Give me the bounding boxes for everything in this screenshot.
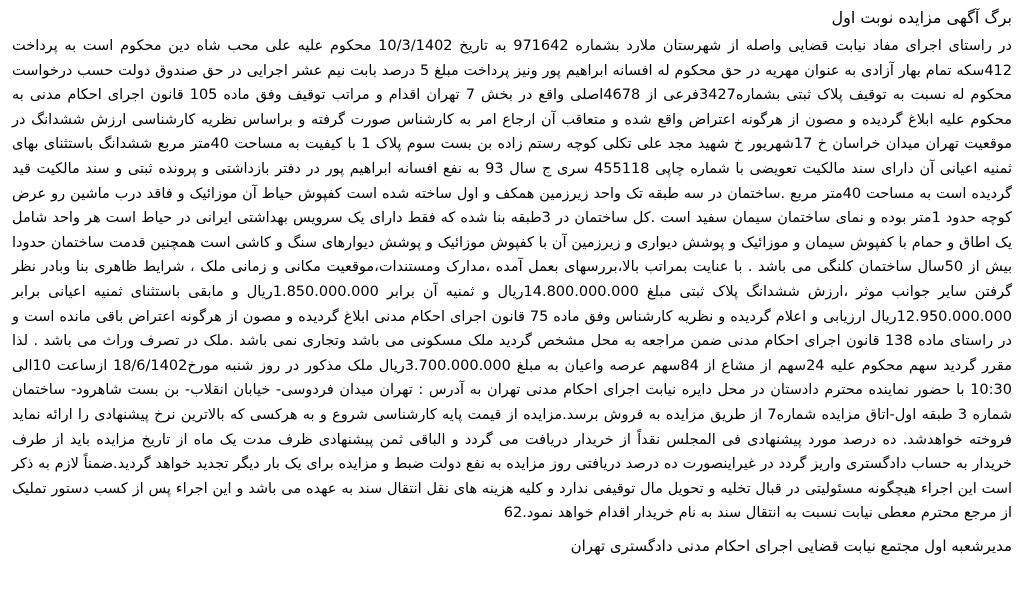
notice-title: برگ آگهی مزایده نوبت اول: [831, 8, 1012, 27]
notice-signature: مدیرشعبه اول مجتمع نیابت قضایی اجرای احکام مدنی دادگستری تهران: [570, 536, 1012, 555]
notice-body: در راستای اجرای مفاد نیابت قضایی واصله از شهرستان ملارد بشماره 971642 به تاریخ 10/3/1402 محکوم علیه علی محب شاه دین محکوم است به پرداخت 412سکه تمام بهار آزادی به عنوان مهریه در حق محکوم له افسانه ابراهیم پور ونیز پرداخت مبلغ 5 درصد بابت نیم عشر اجرایی در حق صندوق دولت حسب درخواست محکوم له نسبت به توقیف پلاک ثبتی بشماره3427فرعی از 4678اصلی واقع در بخش 7 تهران اقدام و مراتب توقیف وفق ماده 105 قانون اجرای احکام مدنی به محکوم علیه ابلاغ گردیده و مصون از هرگونه اعتراض واقع شده و متعاقب آن ارجاع امر به کارشناس صورت گرفته و براساس نظریه کارشناسی ارزش ششدانگ در موقعیت تهران میدان خراسان خ 17شهریور خ شهید مجد علی تکلی کوچه رستم زاده بن بست سوم پلاک 1 با کیفیت به مساحت 40متر مربع ششدانگ باستثنای بهای ثمنیه اعیانی آن دارای سند مالکیت تعویضی با شماره چاپی 455118 سری ج سال 93 به نفع افسانه ابراهیم پور در دفتر بازداشتی و پرونده ثبتی و سند مالکیت قید گردیده است به مساحت 40متر مربع .ساختمان در سه طبقه تک واحد زیرزمین همکف و اول ساخته شده است کفپوش حیاط آن موزائیک و فاقد درب ماشین رو عرض کوچه حدود 1متر بوده و نمای ساختمان سیمان سفید است .کل ساختمان در 3طبقه بنا شده که فقط دارای یک سرویس بهداشتی ایرانی در حیاط است هر واحد شامل یک اطاق و حمام با کفپوش سیمان و موزائیک و پوشش دیواری و زیرزمین آن با کفپوش موزائیک و پوشش دیوارهای سنگ و کاشی است همچنین قدمت ساختمان حدودا بیش از 50سال ساختمان کلنگی می باشد . با عنایت بمراتب بالا،بررسهای بعمل آمده ،مدارک ومستندات،موقعیت مکانی و زمانی ملک ، شرایط ظاهری بنا وبادر نظر گرفتن سایر جوانب موثر ،ارزش ششدانگ پلاک ثبتی مبلغ 14.800.000.000ریال و ثمنیه آن برابر 1.850.000.000ریال و مابقی باستثنای ثمنیه اعیانی برابر 12.950.000.000ریال ارزیابی و اعلام گردیده و نظریه کارشناس وفق ماده 75 قانون اجرای احکام مدنی ابلاغ گردیده و مصون از هرگونه اعتراض باقی مانده است و در راستای ماده 138 قانون اجرای احکام مدنی ضمن مراجعه به محل مشخص گردید ملک مسکونی می باشد وتجاری نمی باشد .ملک در تصرف وراث می باشد . لذا مقرر گردید سهم محکوم علیه 24سهم از مشاع از 84سهم عرصه واعیان به مبلغ 3.700.000.000ریال ملک مذکور در روز شنبه مورخ18/6/1402 ازساعت 10الی 10:30 با حضور نماینده محترم دادستان در محل دایره نیابت اجرای احکام مدنی تهران به آدرس : تهران میدان فردوسی- خیابان انقلاب- بن بست شاهرود- ساختمان شماره 3 طبقه اول-اتاق مزایده شماره7 از طریق مزایده به فروش برسد.مزایده از قیمت پایه کارشناسی شروع و به هرکسی که بالاترین نرخ پیشنهادی را ارائه نماید فروخته خواهدشد. ده درصد مورد پیشنهادی فی المجلس نقداً از خریدار دریافت می گردد و الباقی ثمن پیشنهادی ظرف مدت یک ماه از تاریخ مزایده باید از طرف خریدار به حساب دادگستری واریز گردد در غیراینصورت ده درصد دریافتی روز مزایده به نفع دولت ضبط و مزایده برای یک بار دیگر تجدید خواهد گردید.ضمناً لازم به ذکر است این اجراء هیچگونه مسئولیتی در قبال تخلیه و تحویل مال توقیفی ندارد و کلیه هزینه های نقل انتقال سند به عهده می باشد و این اجراء پس از کسب دستور تملیک از مرجع محترم معطی نیابت نسبت به انتقال سند به نام خریدار اقدام خواهد نمود.62: [12, 38, 1013, 522]
